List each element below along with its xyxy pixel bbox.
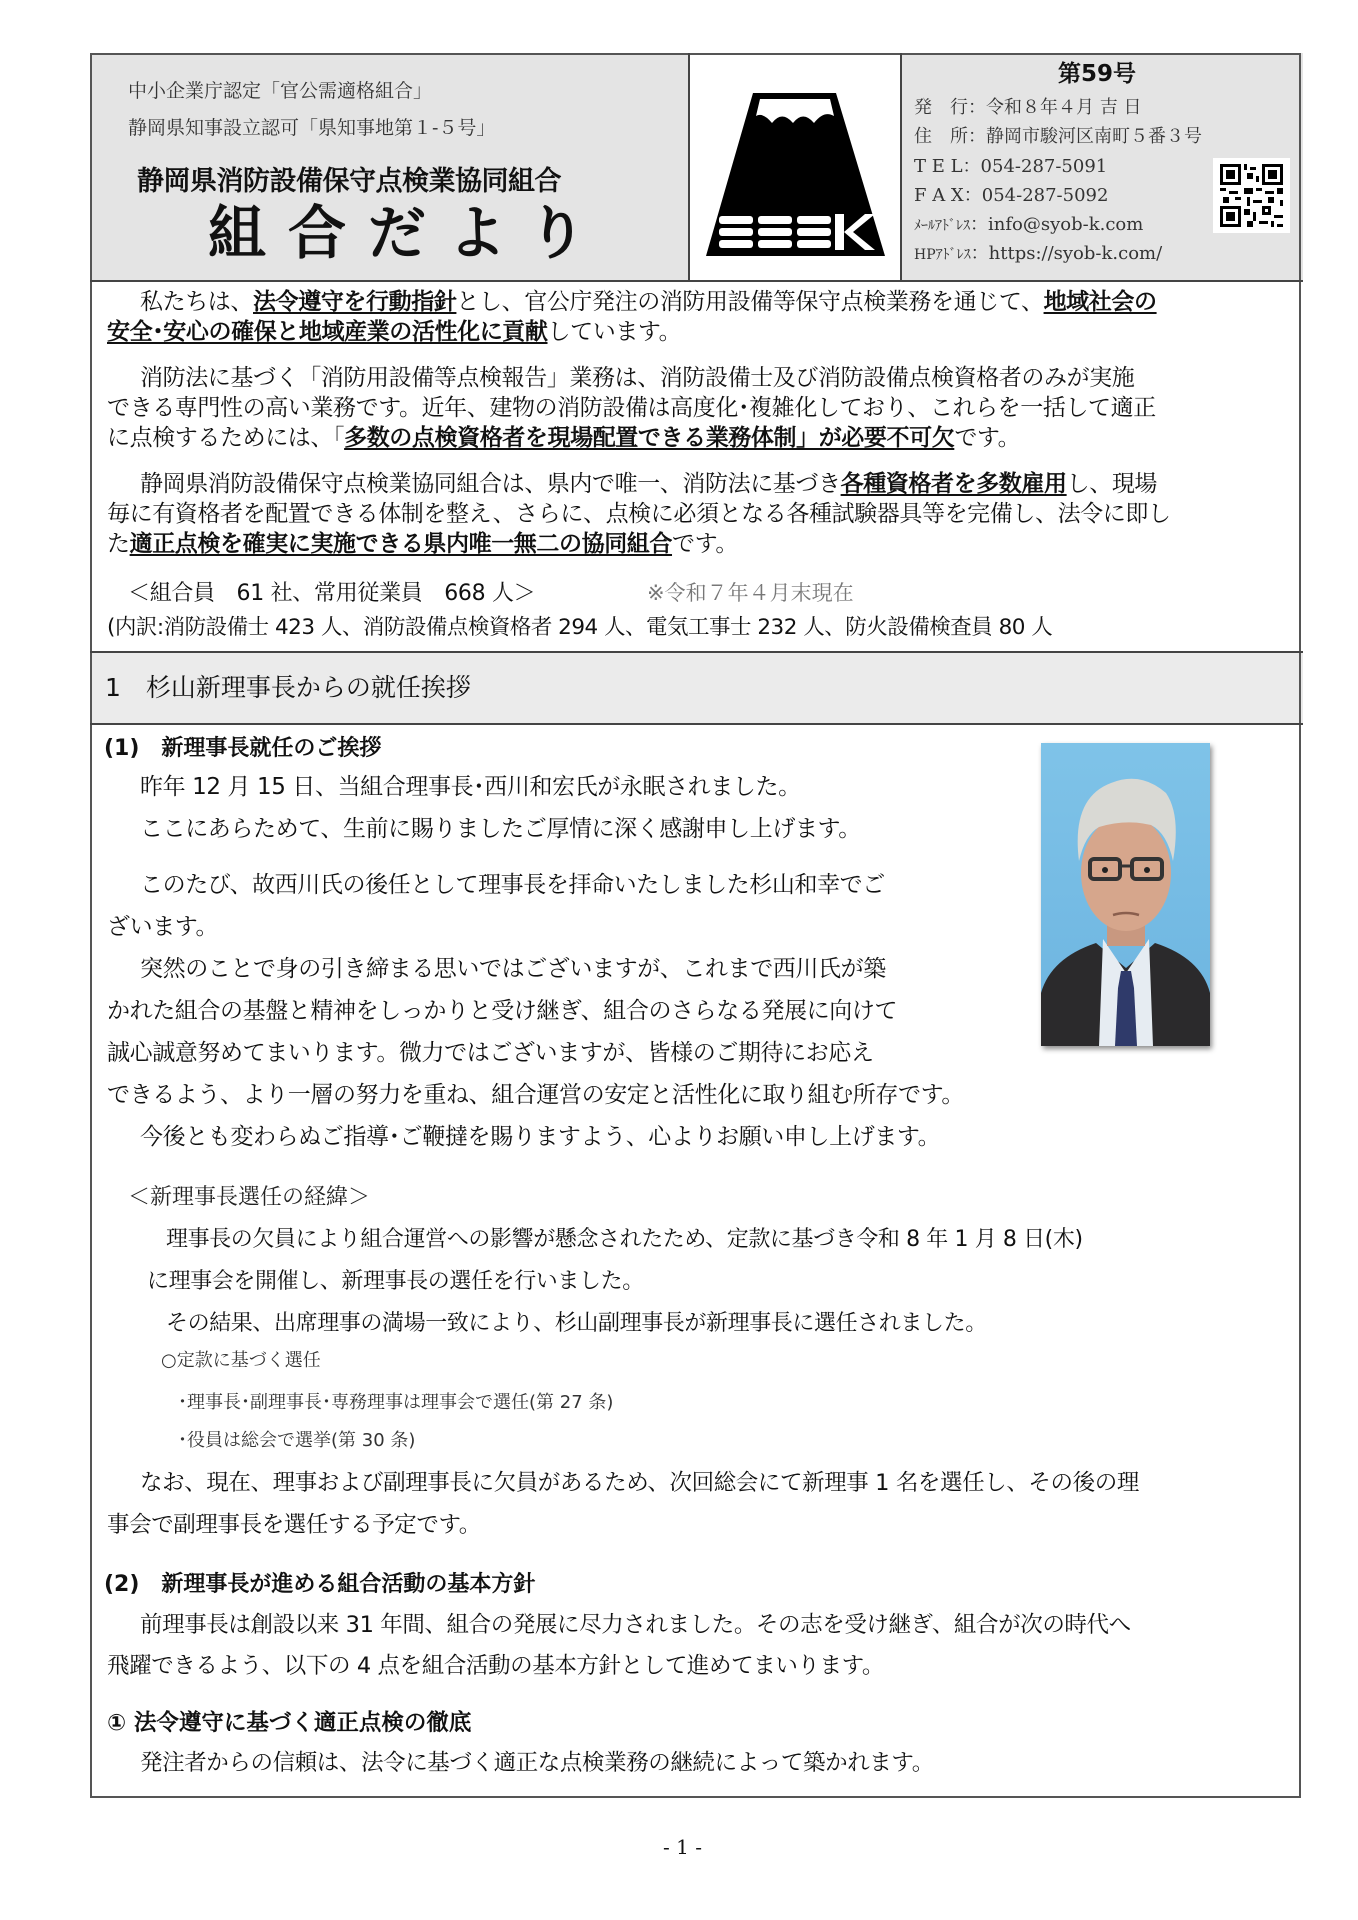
info-value: 054-287-5091: [980, 156, 1108, 177]
info-value: 静岡市駿河区南町５番３号: [986, 126, 1202, 147]
certification-line-1: 中小企業庁認定「官公需適格組合」: [128, 80, 433, 102]
info-label: T E L: [914, 156, 963, 177]
election-heading: ＜新理事長選任の経緯＞: [128, 1185, 371, 1210]
articles-note-item: ･役員は総会で選挙(第 30 条): [178, 1430, 416, 1451]
greeting-line: できるよう、より一層の努力を重ね、組合運営の安定と活性化に取り組む所存です。: [107, 1082, 964, 1108]
info-row-address: [914, 128, 1202, 146]
info-row-tel: [914, 158, 1107, 176]
greeting-line: このたび、故西川氏の後任として理事長を拝命いたしました杉山和幸でご: [140, 872, 885, 898]
certification-line-2: 静岡県知事設立認可「県知事地第１-５号」: [128, 117, 496, 139]
info-row-website: [914, 245, 1162, 263]
info-label: ﾒｰﾙｱﾄﾞﾚｽ: [914, 218, 970, 234]
info-label: F A X: [914, 185, 964, 206]
section-band-bottom-rule: [90, 723, 1303, 725]
text-run: に点検するためには、「: [107, 425, 345, 451]
policy-intro-line: 前理事長は創設以来 31 年間、組合の発展に尽力されました。その志を受け継ぎ、組合が次の時代へ: [140, 1612, 1131, 1638]
greeting-line: かれた組合の基盤と精神をしっかりと受け継ぎ、組合のさらなる発展に向けて: [107, 998, 898, 1024]
articles-note-item: ･理事長･副理事長･専務理事は理事会で選任(第 27 条): [178, 1392, 614, 1413]
website-link[interactable]: https://syob-k.com/: [988, 243, 1163, 264]
info-label: HPｱﾄﾞﾚｽ: [914, 247, 971, 263]
info-separator: ：: [968, 97, 986, 118]
intro-paragraph-2-line-1: 消防法に基づく「消防用設備等点検報告」業務は、消防設備士及び消防設備点検資格者のみが実施: [140, 365, 1135, 391]
greeting-line: ざいます。: [107, 914, 219, 940]
election-line: 事会で副理事長を選任する予定です。: [107, 1512, 481, 1538]
greeting-line: 誠心誠意努めてまいります。微力ではございますが、皆様のご期待にお応え: [107, 1040, 874, 1066]
member-count: ＜組合員 61 社、常用従業員 668 人＞: [128, 581, 536, 606]
info-value: 054-287-5092: [981, 185, 1109, 206]
info-separator: ：: [968, 126, 986, 147]
email-link[interactable]: info@syob-k.com: [988, 214, 1144, 235]
intro-paragraph-2-line-3: [107, 427, 1020, 450]
newsletter-title: 組合だより: [208, 199, 609, 267]
text-run: です。: [672, 531, 738, 557]
qr-code-icon[interactable]: [1213, 158, 1290, 233]
intro-paragraph-2-line-2: できる専門性の高い業務です。近年、建物の消防設備は高度化･複雑化しており、これらを一括して適正: [107, 395, 1156, 421]
staff-breakdown: (内訳:消防設備士 423 人、消防設備点検資格者 294 人、電気工事士 232 人、防火設備検査員 80 人: [107, 615, 1053, 640]
organization-name: 静岡県消防設備保守点検業協同組合: [137, 166, 561, 197]
info-separator: ：: [970, 243, 989, 264]
header-divider: [900, 53, 902, 281]
policy-intro-line: 飛躍できるよう、以下の 4 点を組合活動の基本方針として進めてまいります。: [107, 1653, 885, 1679]
text-run: た: [107, 531, 130, 557]
intro-paragraph-3-line-3: [107, 533, 738, 556]
info-separator: ：: [962, 156, 981, 177]
subsection-2-heading: (2) 新理事長が進める組合活動の基本方針: [104, 1572, 536, 1597]
header-divider: [688, 53, 690, 281]
emphasis-text: 安全･安心の確保と地域産業の活性化に貢献: [107, 319, 548, 345]
policy-item-1-heading: ① 法令遵守に基づく適正点検の徹底: [107, 1710, 472, 1736]
info-label: 発 行: [914, 97, 968, 118]
intro-paragraph-1-line-2: [107, 321, 681, 344]
info-separator: ：: [970, 214, 988, 235]
mount-fuji-logo-icon: [703, 90, 889, 260]
articles-note-heading: ○定款に基づく選任: [161, 1350, 321, 1371]
union-logo: [703, 90, 889, 260]
info-row-email: [914, 216, 1143, 234]
intro-paragraph-3-line-2: 毎に有資格者を配置できる体制を整え、さらに、点検に必須となる各種試験器具等を完備し、法令に即し: [107, 501, 1171, 527]
emphasis-text: 地域社会の: [1043, 289, 1157, 315]
info-separator: ：: [963, 185, 982, 206]
as-of-date-note: ※令和７年４月末現在: [647, 581, 854, 605]
text-run: です。: [954, 425, 1021, 451]
info-value: 令和８年４月 吉 日: [986, 97, 1142, 118]
policy-item-1-text: 発注者からの信頼は、法令に基づく適正な点検業務の継続によって築かれます。: [140, 1750, 934, 1776]
page-number: - 1 -: [663, 1835, 702, 1859]
section-band-top-rule: [90, 651, 1303, 653]
info-row-issued: [914, 99, 1141, 117]
text-run: し、現場: [1066, 471, 1158, 497]
greeting-line: 突然のことで身の引き締まる思いではございますが、これまで西川氏が築: [140, 956, 886, 982]
election-line: 理事長の欠員により組合運営への影響が懸念されたため、定款に基づき令和 8 年 1 月 8 日(木): [166, 1227, 1083, 1252]
election-line: に理事会を開催し、新理事長の選任を行いました。: [147, 1269, 644, 1294]
text-run: 私たちは、: [140, 289, 254, 315]
chairman-portrait-photo: [1041, 743, 1210, 1046]
emphasis-text: 多数の点検資格者を現場配置できる業務体制」が必要不可欠: [344, 425, 955, 451]
issue-number: 第59号: [1058, 61, 1137, 87]
text-run: とし、官公庁発注の消防用設備等保守点検業務を通じて、: [456, 289, 1044, 315]
emphasis-text: 適正点検を確実に実施できる県内唯一無二の協同組合: [129, 531, 673, 557]
text-run: しています。: [547, 319, 682, 345]
election-line: なお、現在、理事および副理事長に欠員があるため、次回総会にて新理事 1 名を選任し、その後の理: [140, 1470, 1139, 1496]
greeting-line: ここにあらためて、生前に賜りましたご厚情に深く感謝申し上げます。: [140, 816, 861, 842]
election-line: その結果、出席理事の満場一致により、杉山副理事長が新理事長に選任されました。: [166, 1311, 987, 1336]
text-run: 静岡県消防設備保守点検業協同組合は、県内で唯一、消防法に基づき: [140, 471, 841, 497]
intro-paragraph-1-line-1: [140, 291, 1157, 314]
emphasis-text: 各種資格者を多数雇用: [840, 471, 1067, 497]
greeting-line: 昨年 12 月 15 日、当組合理事長･西川和宏氏が永眠されました。: [140, 774, 801, 800]
emphasis-text: 法令遵守を行動指針: [253, 289, 457, 315]
intro-paragraph-3-line-1: [140, 473, 1157, 496]
info-row-fax: [914, 187, 1108, 205]
header-bottom-rule: [90, 280, 1303, 282]
section-1-title: 1 杉山新理事長からの就任挨拶: [105, 673, 471, 702]
info-label: 住 所: [914, 126, 968, 147]
greeting-line: 今後とも変わらぬご指導･ご鞭撻を賜りますよう、心よりお願い申し上げます。: [140, 1124, 941, 1150]
subsection-1-heading: (1) 新理事長就任のご挨拶: [104, 736, 382, 761]
